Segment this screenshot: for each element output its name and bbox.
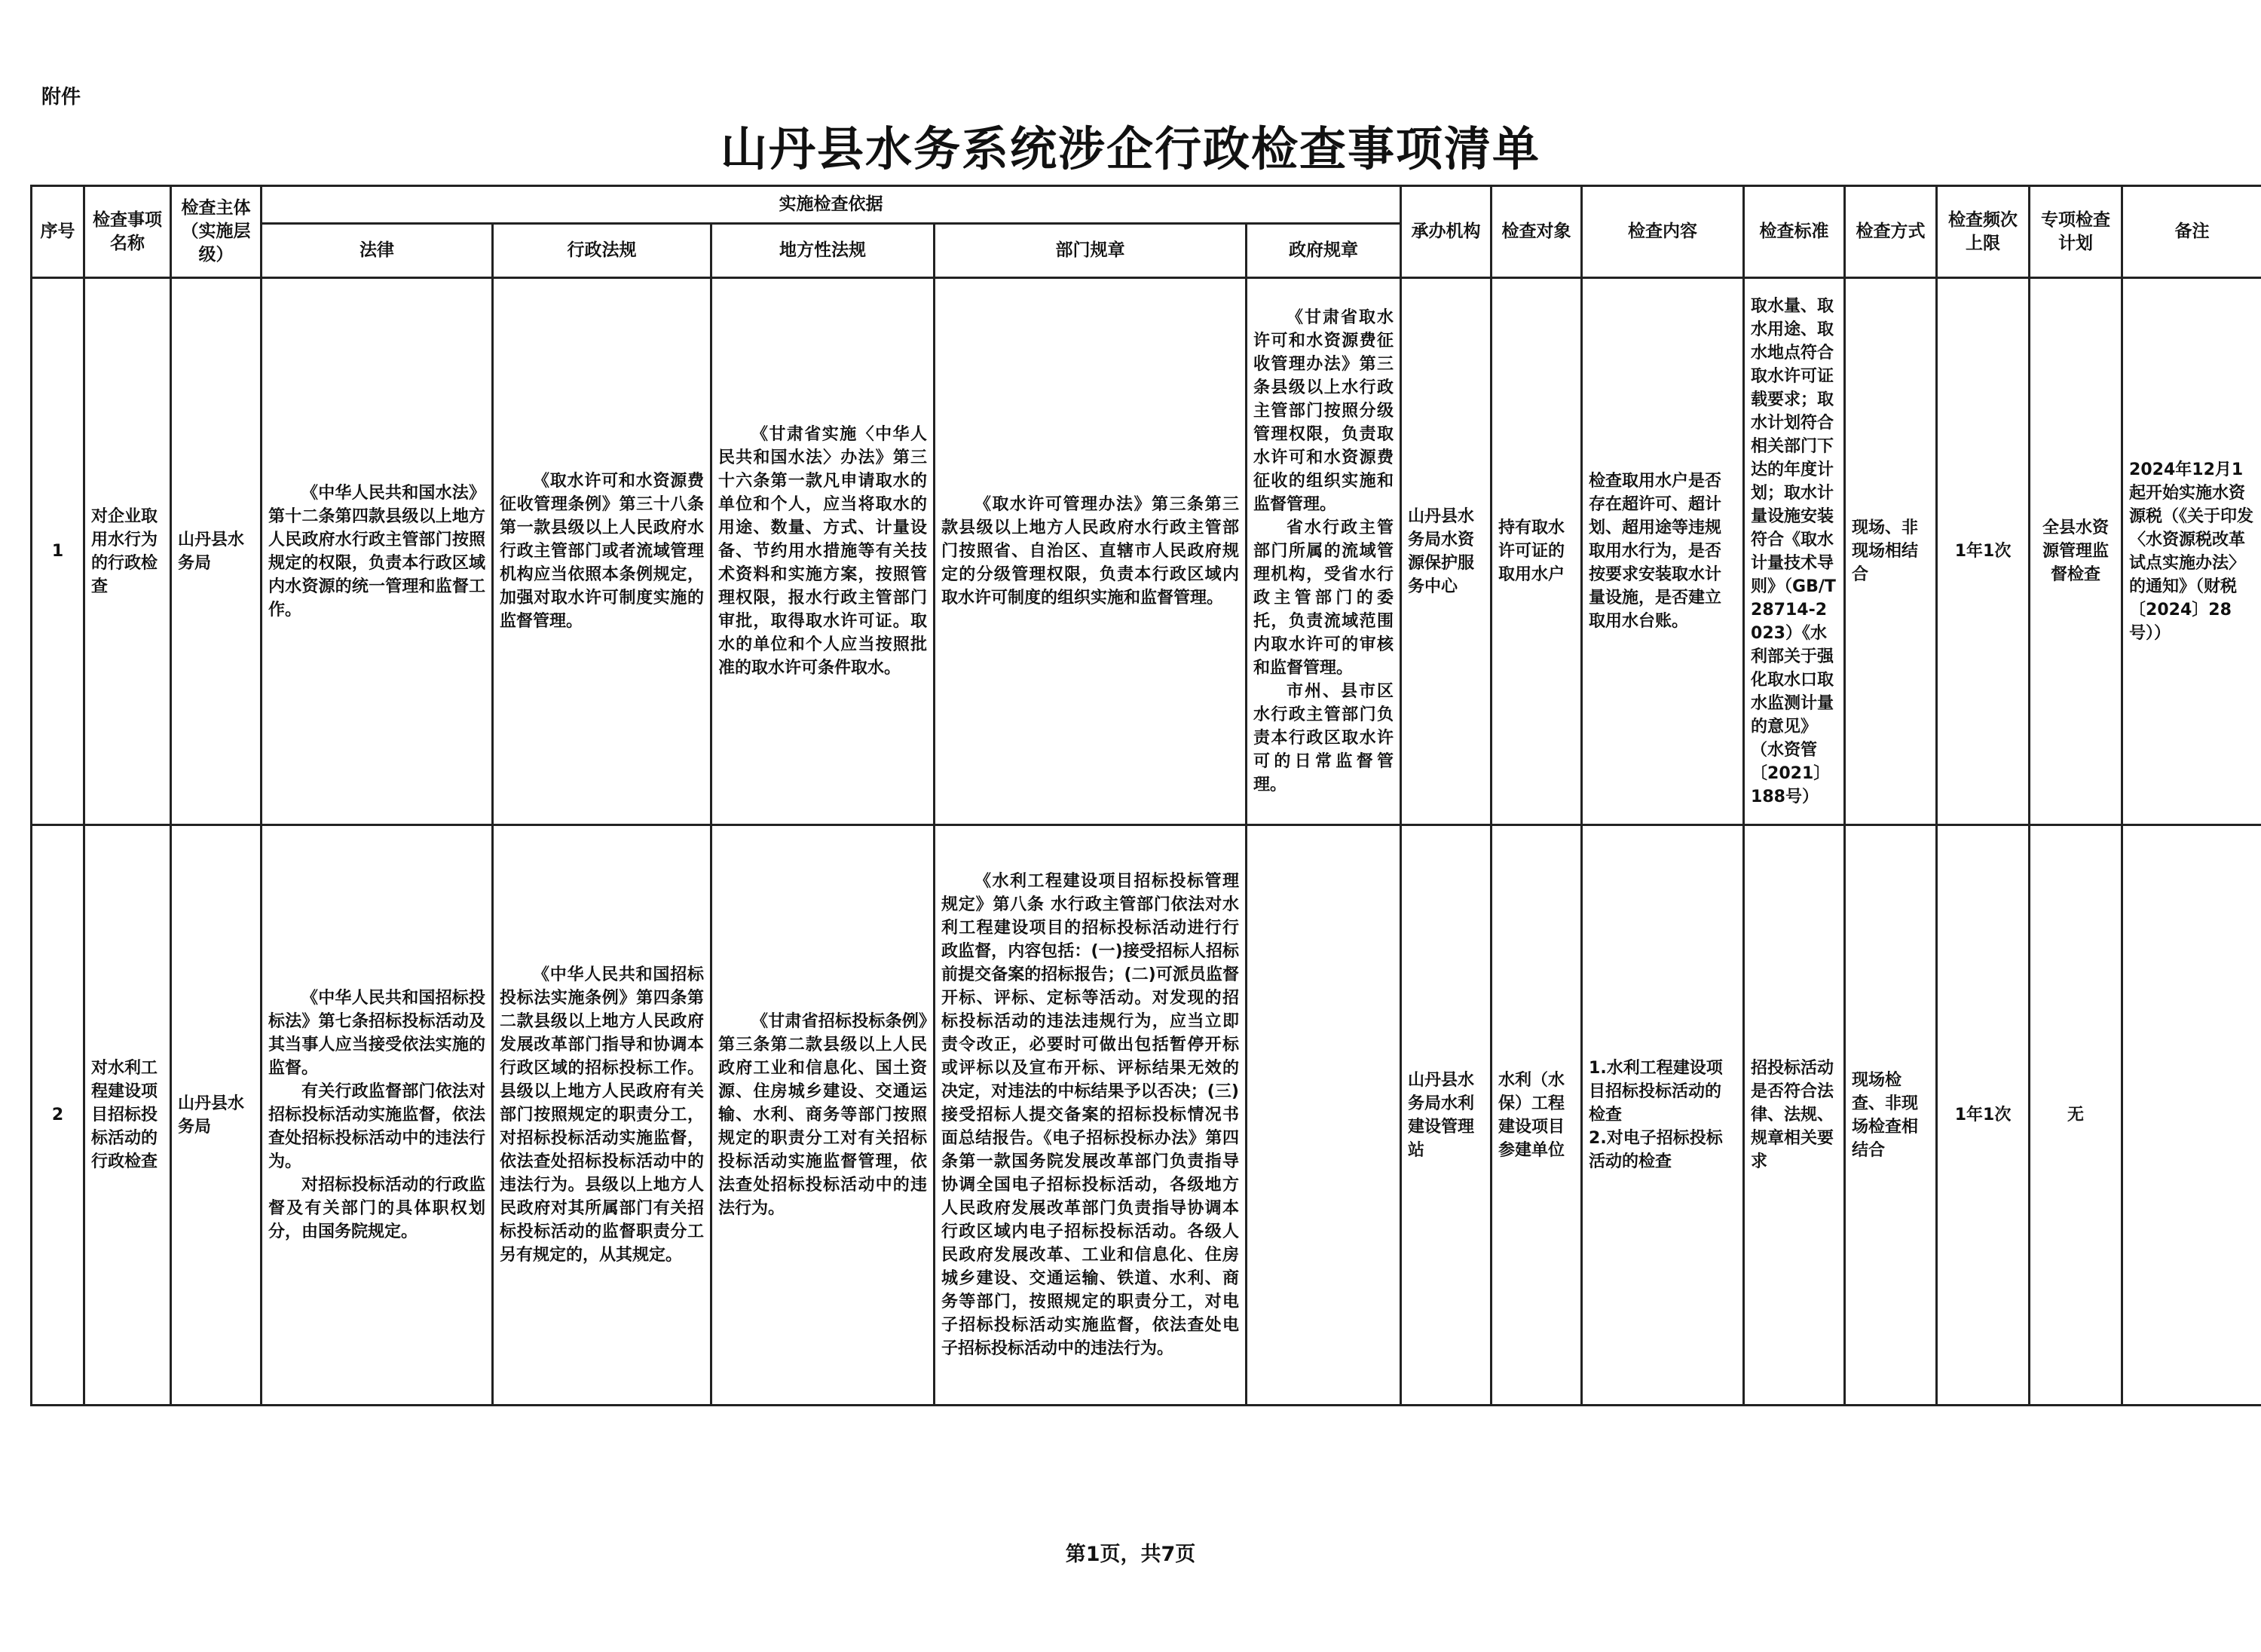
cell-freq: 1年1次 bbox=[1937, 825, 2030, 1406]
attachment-label: 附件 bbox=[41, 86, 81, 109]
header-freq: 检查频次上限 bbox=[1937, 186, 2030, 278]
cell-method: 现场检查、非现场检查相结合 bbox=[1845, 825, 1937, 1406]
cell-item: 对水利工程建设项目招标投标活动的行政检查 bbox=[84, 825, 171, 1406]
page-title: 山丹县水务系统涉企行政检查事项清单 bbox=[720, 121, 1540, 176]
inspection-table bbox=[30, 185, 2261, 1406]
header-plan: 专项检查计划 bbox=[2030, 186, 2122, 278]
header-dept-rule: 部门规章 bbox=[935, 224, 1247, 278]
law-para: 对招标投标活动的行政监督及有关部门的具体职权划分，由国务院规定。 bbox=[268, 1176, 485, 1241]
cell-plan: 无 bbox=[2030, 825, 2122, 1406]
law-para: 有关行政监督部门依法对招标投标活动实施监督，依法查处招标投标活动中的违法行为。 bbox=[268, 1082, 485, 1171]
header-method: 检查方式 bbox=[1845, 186, 1937, 278]
table-row bbox=[32, 278, 2261, 825]
cell-target: 水利（水保）工程建设项目参建单位 bbox=[1492, 825, 1582, 1406]
header-basis: 实施检查依据 bbox=[262, 186, 1401, 224]
header-target: 检查对象 bbox=[1492, 186, 1582, 278]
cell-local-reg: 《甘肃省招标投标条例》第三条第二款县级以上人民政府工业和信息化、国土资源、住房城乡建设、交通运输、水利、商务等部门按照规定的职责分工对有关招标投标活动实施监督管理，依法查处招标投标活动中的违法行为。 bbox=[711, 825, 935, 1406]
gov-rule-para: 省水行政主管部门所属的流域管理机构，受省水行政主管部门的委托，负责流域范围内取水许可的审核和监督管理。 bbox=[1253, 519, 1394, 678]
cell-remark bbox=[2122, 825, 2261, 1406]
cell-gov-rule bbox=[1247, 278, 1401, 825]
header-local-reg: 地方性法规 bbox=[711, 224, 935, 278]
cell-subject: 山丹县水务局 bbox=[171, 278, 262, 825]
cell-law: 《中华人民共和国水法》第十二条第四款县级以上地方人民政府水行政主管部门按照规定的权限，负责本行政区域内水资源的统一管理和监督工作。 bbox=[262, 278, 493, 825]
cell-org: 山丹县水务局水资源保护服务中心 bbox=[1401, 278, 1492, 825]
table-row bbox=[32, 825, 2261, 1406]
gov-rule-para: 市州、县市区水行政主管部门负责本行政区取水许可的日常监督管理。 bbox=[1253, 682, 1394, 794]
header-seq: 序号 bbox=[32, 186, 84, 278]
cell-law bbox=[262, 825, 493, 1406]
law-para: 《中华人民共和国招标投标法》第七条招标投标活动及其当事人应当接受依法实施的监督。 bbox=[268, 989, 485, 1078]
cell-gov-rule bbox=[1247, 825, 1401, 1406]
cell-target: 持有取水许可证的取用水户 bbox=[1492, 278, 1582, 825]
header-gov-rule: 政府规章 bbox=[1247, 224, 1401, 278]
cell-standard: 招投标活动是否符合法律、法规、规章相关要求 bbox=[1744, 825, 1845, 1406]
header-subject: 检查主体（实施层级） bbox=[171, 186, 262, 278]
page-footer: 第1页，共7页 bbox=[1065, 1543, 1196, 1566]
header-admin-reg: 行政法规 bbox=[493, 224, 711, 278]
cell-standard: 取水量、取水用途、取水地点符合取水许可证载要求；取水计划符合相关部门下达的年度计划；取水计量设施安装符合《取水计量技术导则》（GB/T 28714-2023）《水利部关于强化取水口取水监测计量的意见》（水资管〔2021〕188号） bbox=[1744, 278, 1845, 825]
cell-method: 现场、非现场相结合 bbox=[1845, 278, 1937, 825]
cell-admin-reg: 《取水许可和水资源费征收管理条例》第三十八条第一款县级以上人民政府水行政主管部门或者流域管理机构应当依照本条例规定，加强对取水许可制度实施的监督管理。 bbox=[493, 278, 711, 825]
content-item: 1.水利工程建设项目招标投标活动的检查 bbox=[1589, 1059, 1723, 1124]
header-org: 承办机构 bbox=[1401, 186, 1492, 278]
cell-plan: 全县水资源管理监督检查 bbox=[2030, 278, 2122, 825]
cell-content: 检查取用水户是否存在超许可、超计划、超用途等违规取用水行为，是否按要求安装取水计量设施，是否建立取用水台账。 bbox=[1582, 278, 1744, 825]
cell-dept-rule: 《水利工程建设项目招标投标管理规定》第八条 水行政主管部门依法对水利工程建设项目的招标投标活动进行行政监督，内容包括：(一)接受招标人招标前提交备案的招标报告；(二)可派员监督开标、评标、定标等活动。对发现的招标投标活动的违法违规行为，应当立即责令改正，必要时可做出包括暂停开标或评标以及宣布开标、评标结果无效的决定，对违法的中标结果予以否决；(三)接受招标人提交备案的招标投标情况书面总结报告。《电子招标投标办法》第四条第一款国务院发展改革部门负责指导协调全国电子招标投标活动，各级地方人民政府发展改革部门负责指导协调本行政区域内电子招标投标活动。各级人民政府发展改革、工业和信息化、住房城乡建设、交通运输、铁道、水利、商务等部门，按照规定的职责分工，对电子招标投标活动实施监督，依法查处电子招标投标活动中的违法行为。 bbox=[935, 825, 1247, 1406]
cell-seq: 1 bbox=[32, 278, 84, 825]
cell-local-reg: 《甘肃省实施〈中华人民共和国水法〉办法》第三十六条第一款凡申请取水的单位和个人，应当将取水的用途、数量、方式、计量设备、节约用水措施等有关技术资料和实施方案，按照管理权限，报水行政主管部门审批，取得取水许可证。取水的单位和个人应当按照批准的取水许可条件取水。 bbox=[711, 278, 935, 825]
header-law: 法律 bbox=[262, 224, 493, 278]
header-standard: 检查标准 bbox=[1744, 186, 1845, 278]
cell-org: 山丹县水务局水利建设管理站 bbox=[1401, 825, 1492, 1406]
cell-dept-rule: 《取水许可管理办法》第三条第三款县级以上地方人民政府水行政主管部门按照省、自治区、直辖市人民政府规定的分级管理权限，负责本行政区域内取水许可制度的组织实施和监督管理。 bbox=[935, 278, 1247, 825]
cell-seq: 2 bbox=[32, 825, 84, 1406]
header-remark: 备注 bbox=[2122, 186, 2261, 278]
cell-content bbox=[1582, 825, 1744, 1406]
cell-admin-reg: 《中华人民共和国招标投标法实施条例》第四条第二款县级以上地方人民政府发展改革部门指导和协调本行政区域的招标投标工作。县级以上地方人民政府有关部门按照规定的职责分工，对招标投标活动实施监督，依法查处招标投标活动中的违法行为。县级以上地方人民政府对其所属部门有关招标投标活动的监督职责分工另有规定的，从其规定。 bbox=[493, 825, 711, 1406]
header-item: 检查事项名称 bbox=[84, 186, 171, 278]
gov-rule-para: 《甘肃省取水许可和水资源费征收管理办法》第三条县级以上水行政主管部门按照分级管理权限，负责取水许可和水资源费征收的组织实施和监督管理。 bbox=[1253, 308, 1394, 514]
cell-subject: 山丹县水务局 bbox=[171, 825, 262, 1406]
cell-item: 对企业取用水行为的行政检查 bbox=[84, 278, 171, 825]
cell-freq: 1年1次 bbox=[1937, 278, 2030, 825]
content-item: 2.对电子招标投标活动的检查 bbox=[1589, 1129, 1723, 1171]
header-content: 检查内容 bbox=[1582, 186, 1744, 278]
cell-remark: 2024年12月1起开始实施水资源税（《关于印发〈水资源税改革试点实施办法〉的通知》（财税〔2024〕28号）） bbox=[2122, 278, 2261, 825]
